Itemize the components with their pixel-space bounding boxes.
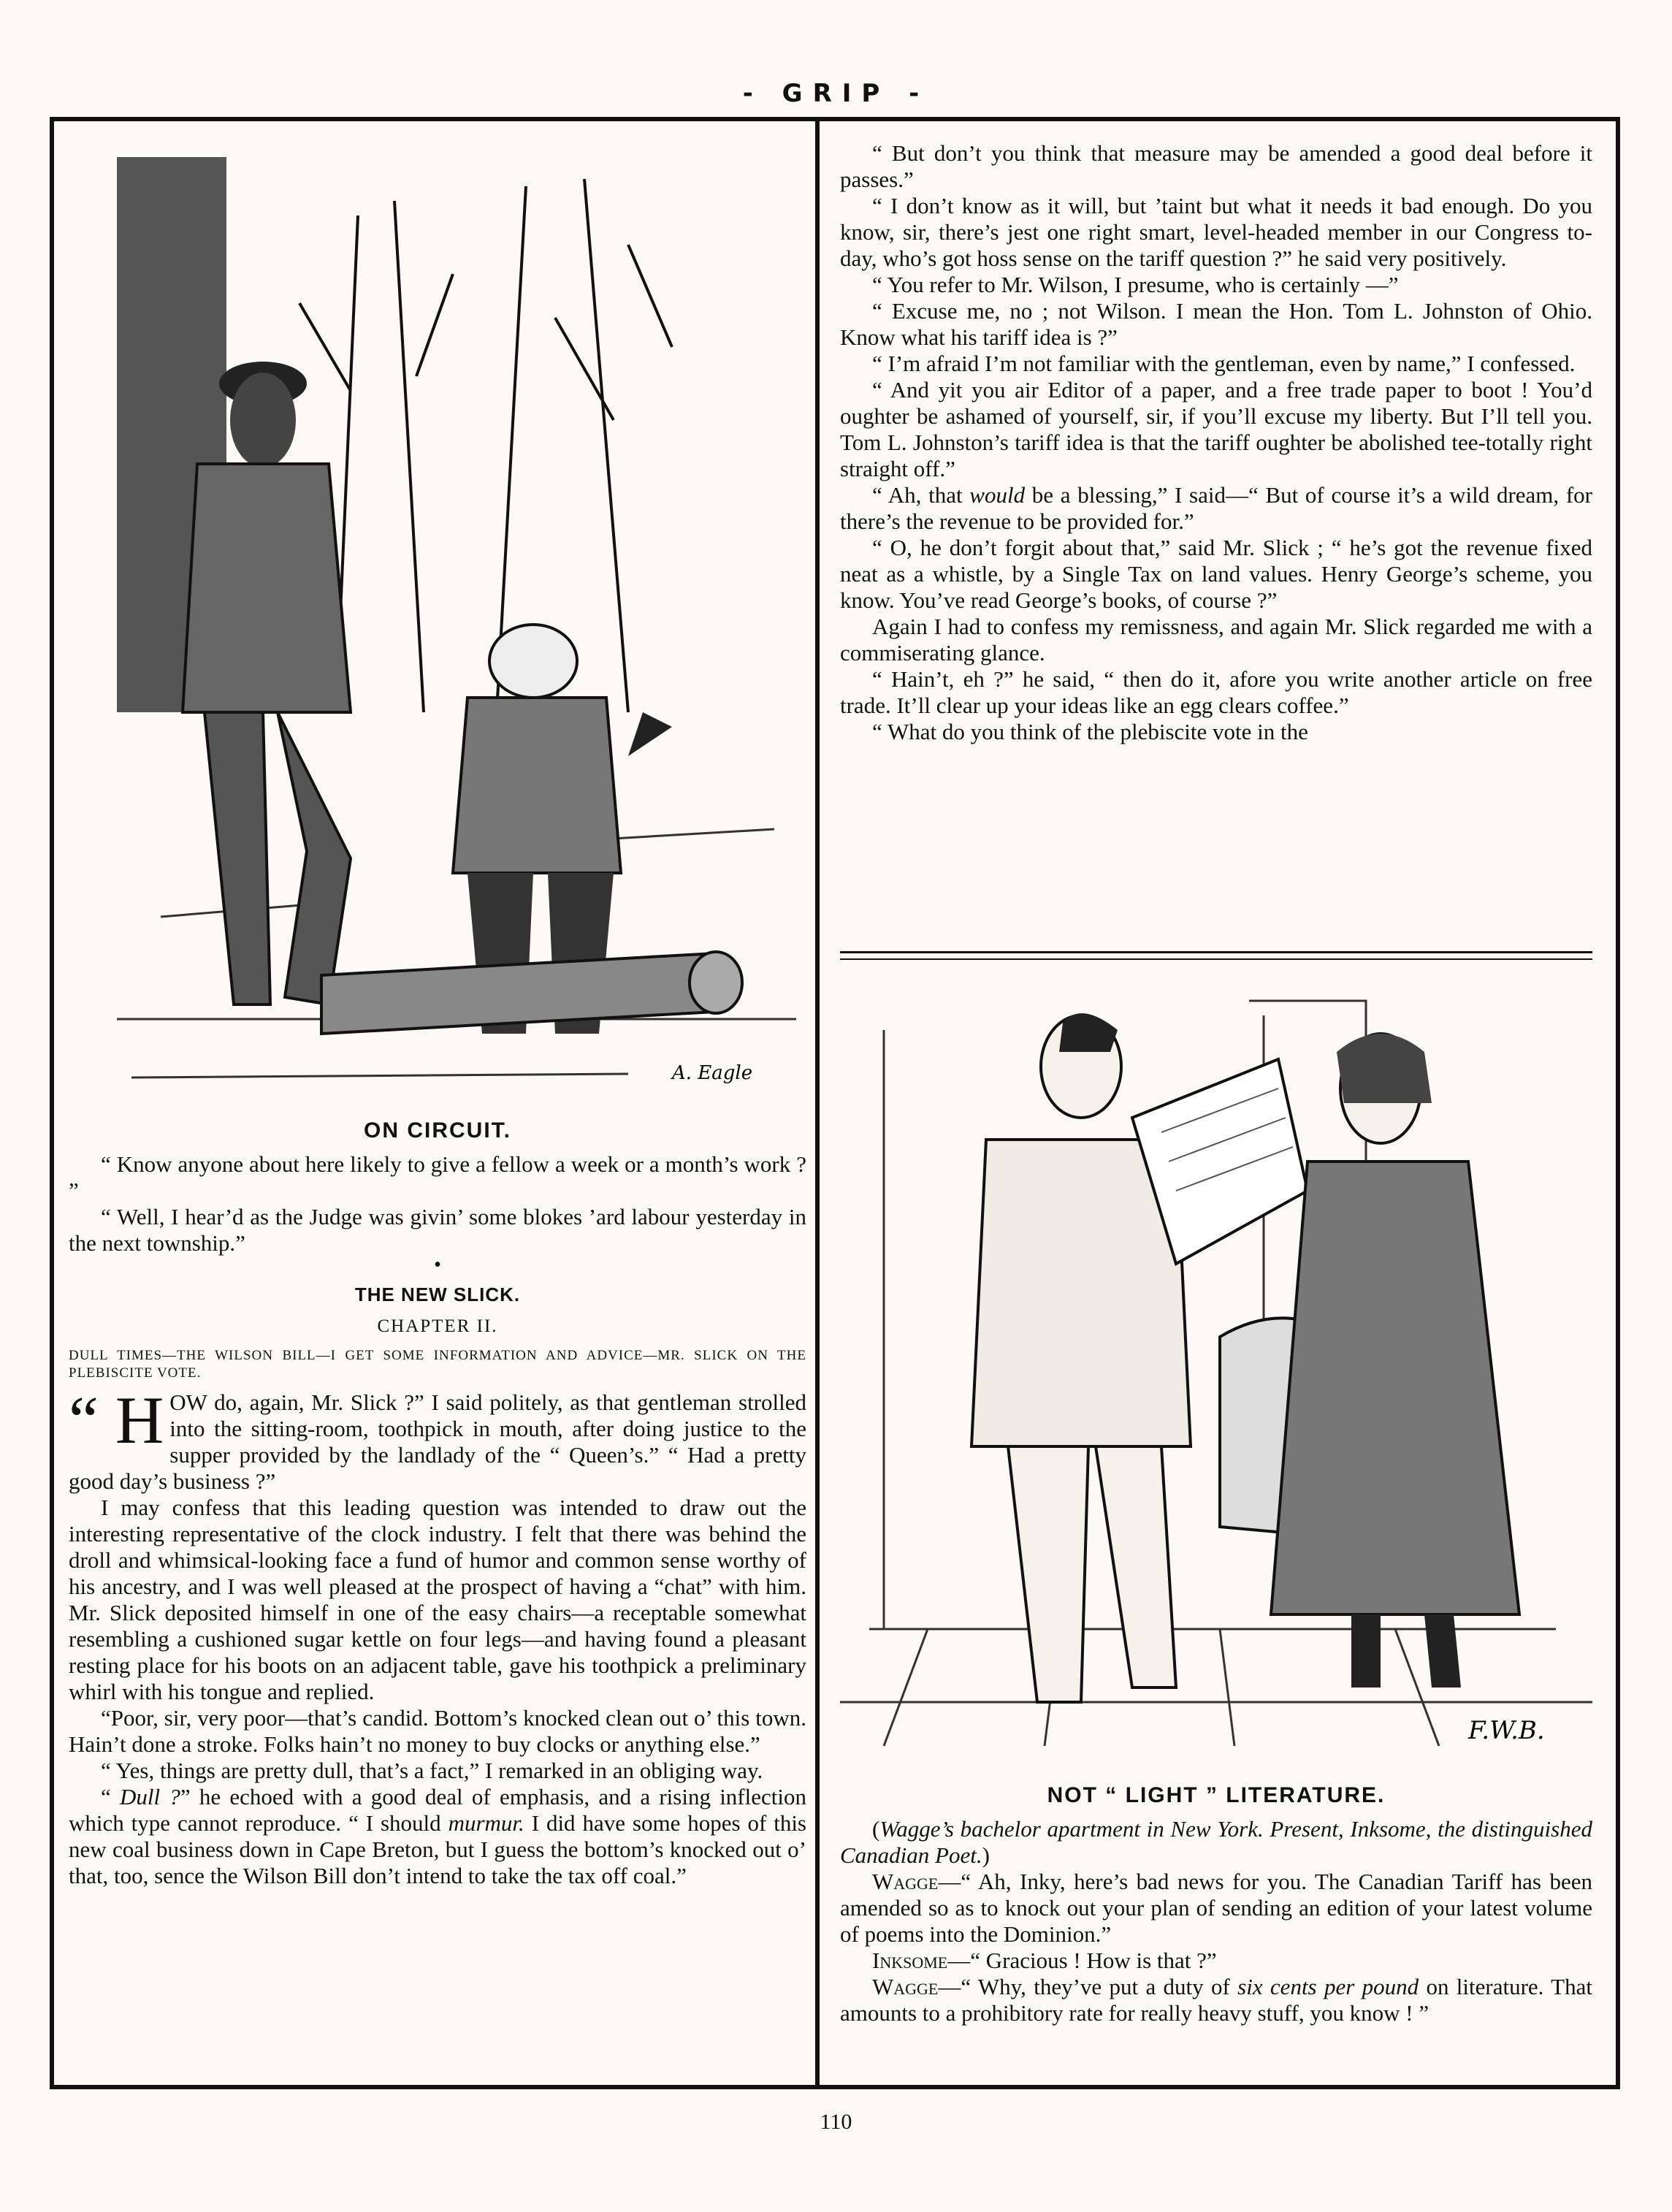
story-right-para-3: “ You refer to Mr. Wilson, I presume, who is certainly —” [872, 272, 1399, 297]
on-circuit-illustration [117, 157, 796, 1107]
page-number: 110 [820, 2110, 852, 2134]
story-right-para-6: “ And yit you air Editor of a paper, and a free trade paper to boot ! You’d oughter be ashamed of yourself, sir, if you’ll excuse my liberty. But I’ll tell you. Tom L. Johnston’s tariff idea is that the tariff oughter be abolished tee-totally right straight off.” [840, 377, 1592, 481]
on-circuit-line-1: “ Know anyone about here likely to give a fellow a week or a month’s work ? ” [69, 1151, 806, 1203]
right-column-text [840, 140, 1592, 745]
story-right-para-8: Again I had to confess my remissness, and again Mr. Slick regarded me with a commiserating glance. [840, 614, 1592, 665]
story-right-para-4: “ Excuse me, no ; not Wilson. I mean the Hon. Tom L. Johnston of Ohio. Know what his tariff idea is ?” [840, 298, 1592, 350]
illustrator-signature-2: F.W.B. [1468, 1716, 1545, 1745]
left-column-text [69, 1118, 806, 1889]
masthead: - GRIP - [742, 79, 930, 108]
cartoon2-wagge-line-2: Wagge—“ Why, they’ve put a duty of six cents per pound on literature. That amounts to a prohibitory rate for really heavy stuff, you know ! ” [840, 1974, 1592, 2026]
illustrator-signature-1: A. Eagle [672, 1062, 753, 1084]
separator-dot: • [434, 1254, 441, 1276]
story-para-3: “ Yes, things are pretty dull, that’s a fact,” I remarked in an obliging way. [101, 1758, 763, 1783]
story-right-para-5: “ I’m afraid I’m not familiar with the gentleman, even by name,” I confessed. [872, 351, 1576, 376]
on-circuit-title: ON CIRCUIT. [364, 1118, 511, 1143]
not-light-literature-illustration [840, 972, 1592, 1761]
story-right-para-10: “ What do you think of the plebiscite vote in the [872, 719, 1308, 744]
story-para-1: I may confess that this leading question was intended to draw out the interesting representative of the clock industry. I felt that there was behind the droll and whimsical-looking face a fund of humor and common sense worthy of his ancestry, and I was well pleased at the prospect of having a “chat” with him. Mr. Slick deposited himself in one of the easy chairs—a receptable somewhat resembling a cushioned sugar kettle on four legs—and having found a pleasant resting place for his boots on an adjacent table, gave his toothpick a preliminary whirl with his tongue and replied. [69, 1495, 806, 1704]
on-circuit-line-2: “ Well, I hear’d as the Judge was givin’ some blokes ’ard labour yesterday in the next township.” [69, 1204, 806, 1256]
column-divider [815, 117, 820, 2089]
section-rule-2 [840, 958, 1592, 960]
story-subhead: DULL TIMES—THE WILSON BILL—I GET SOME INFORMATION AND ADVICE—MR. SLICK ON THE PLEBISCITE VOTE. [69, 1348, 806, 1381]
story-right-para-would: “ Ah, that would be a blessing,” I said—“ But of course it’s a wild dream, for there’s the revenue to be provided for.” [840, 482, 1592, 534]
story-right-para-7: “ O, he don’t forgit about that,” said Mr. Slick ; “ he’s got the revenue fixed neat as a whistle, by a Single Tax on land values. Henry George’s scheme, you know. You’ve read George’s books, of course ?” [840, 535, 1592, 613]
section-rule [840, 951, 1592, 953]
drop-cap: “ H [69, 1383, 164, 1457]
cartoon2-setting: (Wagge’s bachelor apartment in New York. Present, Inksome, the distinguished Canadian Poet.) [840, 1816, 1592, 1868]
story-first-paragraph: “ H OW do, again, Mr. Slick ?” I said politely, as that gentleman strolled into the sitting-room, toothpick in mouth, after doing justice to the supper provided by the landlady of the “ Queen’s.” “ Had a pretty good day’s business ?” [69, 1383, 806, 1494]
story-right-para-1: “ But don’t you think that measure may be amended a good deal before it passes.” [840, 140, 1592, 192]
story-right-para-2: “ I don’t know as it will, but ’taint but what it needs it bad enough. Do you know, sir, there’s jest one right smart, level-headed member in our Congress to-day, who’s got hoss sense on the tariff question ?” he said very positively. [840, 193, 1592, 271]
story-right-para-9: “ Hain’t, eh ?” he said, “ then do it, afore you write another article on free trade. It’ll clear up your ideas like an egg clears coffee.” [840, 666, 1592, 718]
story-chapter: CHAPTER II. [377, 1316, 498, 1336]
story-para-2: “Poor, sir, very poor—that’s candid. Bottom’s knocked clean out o’ this town. Hain’t done a stroke. Folks hain’t no money to buy clocks or anything else.” [69, 1705, 806, 1757]
not-light-literature-title: NOT “ LIGHT ” LITERATURE. [1047, 1783, 1386, 1807]
cartoon2-wagge-line-1: Wagge—“ Ah, Inky, here’s bad news for you. The Canadian Tariff has been amended so as to knock out your plan of sending an edition of your latest volume of poems into the Dominion.” [840, 1869, 1592, 1947]
cartoon2-inksome-line: Inksome—“ Gracious ! How is that ?” [872, 1948, 1217, 1973]
story-para-dull: “ Dull ?” he echoed with a good deal of emphasis, and a rising inflection which type cannot reproduce. “ I should murmur. I did have some hopes of this new coal business down in Cape Breton, but I guess the bottom’s knocked out o’ that, too, sence the Wilson Bill don’t intend to take the tax off coal.” [69, 1784, 806, 1888]
story-title: THE NEW SLICK. [354, 1284, 521, 1305]
not-light-literature-text [840, 1782, 1592, 2026]
